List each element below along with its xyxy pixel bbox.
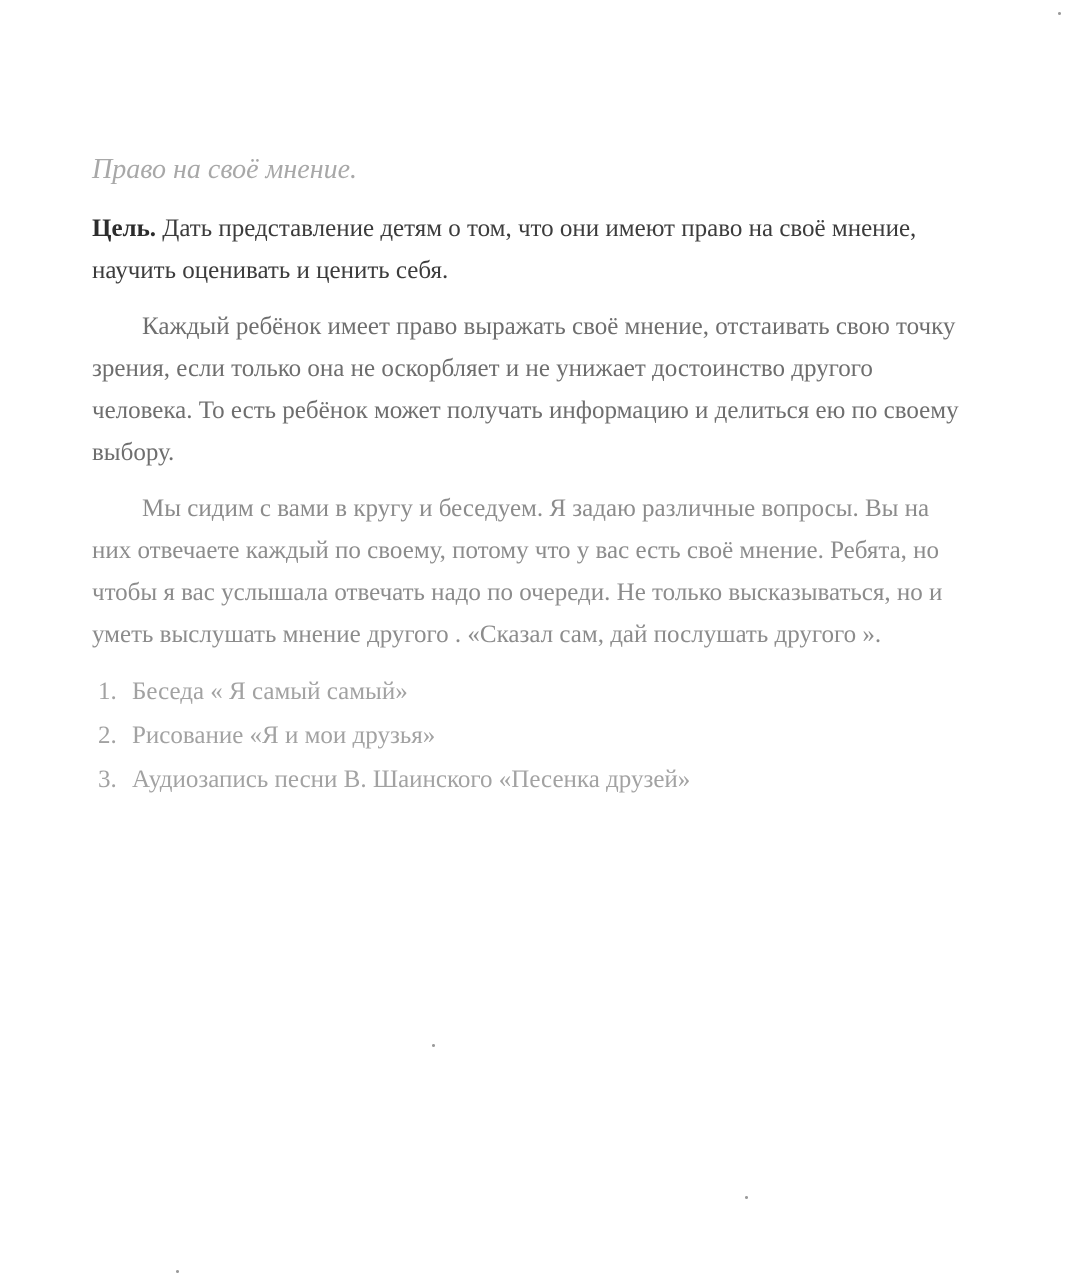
list-item-text: Беседа « Я самый самый»	[132, 678, 408, 705]
scan-speck	[176, 1270, 179, 1273]
activity-list	[92, 670, 992, 802]
list-item	[92, 758, 992, 802]
list-item	[92, 714, 992, 758]
goal-paragraph	[92, 208, 972, 292]
scan-speck	[1058, 12, 1061, 15]
list-item-number: 1.	[98, 678, 117, 705]
list-item	[92, 670, 992, 714]
goal-text: Дать представление детям о том, что они имеют право на своё мнение, научить оценивать и ценить себя.	[92, 215, 917, 284]
scan-speck	[745, 1196, 748, 1199]
list-item-number: 3.	[98, 766, 117, 793]
list-item-number: 2.	[98, 722, 117, 749]
document-title: Право на своё мнение.	[92, 154, 358, 185]
document-page	[92, 150, 992, 802]
goal-label: Цель.	[92, 215, 157, 242]
body-paragraph-1: Каждый ребёнок имеет право выражать своё мнение, отстаивать свою точку зрения, если только она не оскорбляет и не унижает достоинство другого человека. То есть ребёнок может получать информацию и делиться ею по своему выбору.	[92, 313, 959, 466]
list-item-text: Аудиозапись песни В. Шаинского «Песенка друзей»	[132, 766, 691, 793]
list-item-text: Рисование «Я и мои друзья»	[132, 722, 436, 749]
scan-speck	[432, 1044, 435, 1047]
body-paragraph-2: Мы сидим с вами в кругу и беседуем. Я задаю различные вопросы. Вы на них отвечаете каждый по своему, потому что у вас есть своё мнение. Ребята, но чтобы я вас услышала отвечать надо по очереди. Не только высказываться, но и уметь выслушать мнение другого . «Сказал сам, дай послушать другого ».	[92, 495, 943, 648]
